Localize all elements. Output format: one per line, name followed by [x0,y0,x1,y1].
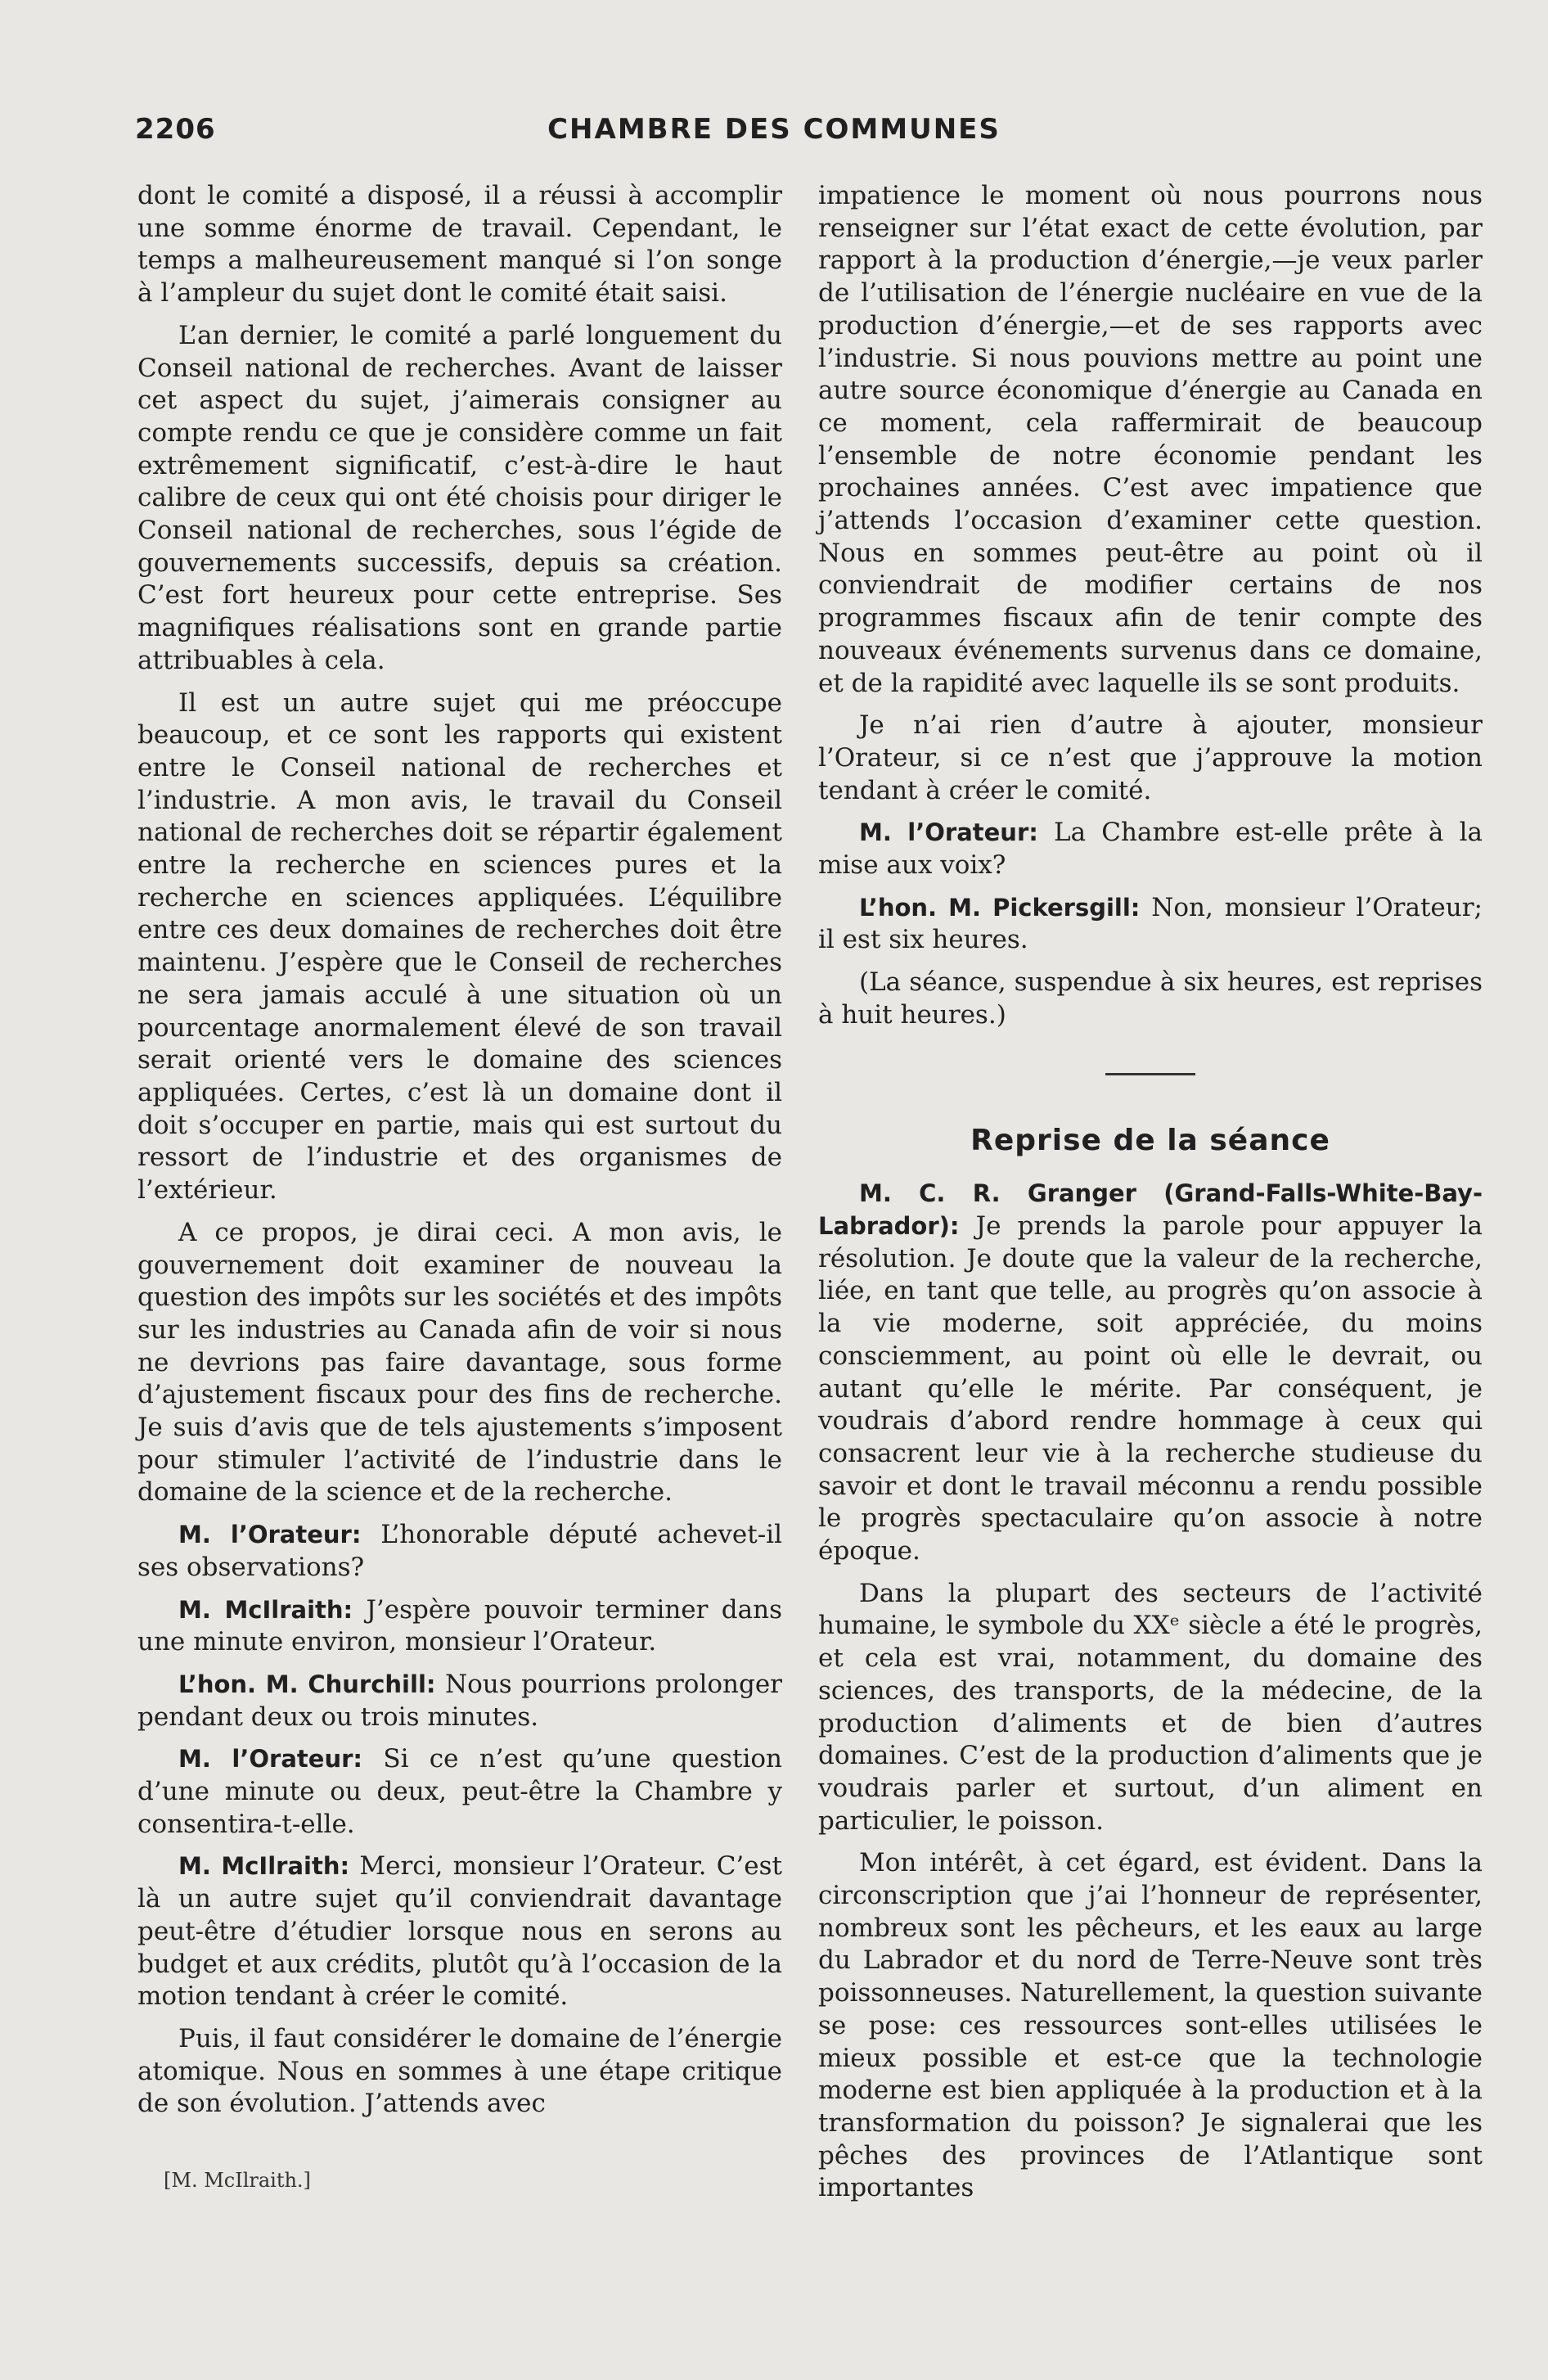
speech: M. McIlraith: J’espère pouvoir terminer dans une minute environ, monsieur l’Orateur. [137,1594,782,1657]
paragraph: Il est un autre sujet qui me préoccupe beaucoup, et ce sont les rapports qui existent entre le Conseil national de recherches et l’industrie. A mon avis, le travail du Conseil national de recherches doit se répartir également entre la recherche en sciences pures et la recherche en sciences appliquées. L’équilibre entre ces deux domaines de recherches doit être maintenu. J’espère que le Conseil de recherches ne sera jamais acculé à une situation où un pourcentage anormalement élevé de son travail serait orienté vers le domaine des sciences appliquées. Certes, c’est là un domaine dont il doit s’occuper en partie, mais qui est surtout du ressort de l’industrie et des organismes de l’extérieur. [137,687,782,1206]
paragraph: dont le comité a disposé, il a réussi à accomplir une somme énorme de travail. Cependant, le temps a malheureusement manqué si l’on songe à l’ampleur du sujet dont le comité était saisi. [137,181,782,309]
paragraph: Puis, il faut considérer le domaine de l’énergie atomique. Nous en sommes à une étape critique de son évolution. J’attends avec [137,2023,782,2119]
speaker-name: M. McIlraith: [178,1852,350,1881]
procedural-note: (La séance, suspendue à six heures, est reprises à huit heures.) [818,967,1483,1030]
speech: L’hon. M. Pickersgill: Non, monsieur l’Orateur; il est six heures. [818,892,1483,955]
speaker-name: M. C. R. Granger (Grand-Falls-White-Bay-Labrador): [818,1179,1483,1240]
speaker-name: M. l’Orateur: [178,1521,362,1549]
right-column [818,180,1483,2215]
paragraph: impatience le moment où nous pourrons nous renseigner sur l’état exact de cette évolution, par rapport à la production d’énergie,—je veux parler de l’utilisation de l’énergie nucléaire en vue de la production d’énergie,—et de ses rapports avec l’industrie. Si nous pouvions mettre au point une autre source économique d’énergie au Canada en ce moment, cela raffermirait de beaucoup l’ensemble de notre économie pendant les prochaines années. C’est avec impatience que j’attends l’occasion d’examiner cette question. Nous en sommes peut-être au point où il conviendrait de modifier certains de nos programmes fiscaux afin de tenir compte des nouveaux événements survenus dans ce domaine, et de la rapidité avec laquelle ils se sont produits. [818,181,1483,698]
paragraph: Je n’ai rien d’autre à ajouter, monsieur l’Orateur, si ce n’est que j’approuve la motion tendant à créer le comité. [818,710,1483,805]
paragraph: Mon intérêt, à cet égard, est évident. Dans la circonscription que j’ai l’honneur de représenter, nombreux sont les pêcheurs, et les eaux au large du Labrador et du nord de Terre-Neuve sont très poissonneuses. Naturellement, la question suivante se pose: ces ressources sont-elles utilisées le mieux possible et est-ce que la technologie moderne est bien appliquée à la production et à la transformation du poisson? Je signalerai que les pêches des provinces de l’Atlantique sont importantes [818,1848,1483,2203]
page-number: 2206 [135,113,216,146]
running-head: CHAMBRE DES COMMUNES [547,113,1001,146]
speaker-name: M. l’Orateur: [178,1745,362,1774]
speech: M. l’Orateur: La Chambre est-elle prête à la mise aux voix? [818,818,1483,881]
paragraph: L’an dernier, le comité a parlé longuement du Conseil national de recherches. Avant de laisser cet aspect du sujet, j’aimerais consigner au compte rendu ce que je considère comme un fait extrêmement significatif, c’est-à-dire le haut calibre de ceux qui ont été choisis pour diriger le Conseil national de recherches, sous l’égide de gouvernements successifs, depuis sa création. C’est fort heureux pour cette entreprise. Ses magnifiques réalisations sont en grande partie attribuables à cela. [137,320,782,675]
speech: M. McIlraith: Merci, monsieur l’Orateur. C’est là un autre sujet qu’il conviendrait davantage peut-être d’étudier lorsque nous en serons au budget et aux crédits, plutôt qu’à l’occasion de la motion tendant à créer le comité. [137,1851,783,2012]
section-title: Reprise de la séance [970,1123,1330,1157]
speaker-name: M. l’Orateur: [859,818,1038,847]
speaker-attribution: [M. McIlraith.] [164,2169,311,2192]
section-divider [1105,1073,1195,1075]
paragraph: Dans la plupart des secteurs de l’activité humaine, le symbole du XXᵉ siècle a été le progrès, et cela est vrai, notamment, du domaine des sciences, des transports, de la médecine, de la production d’aliments et de bien d’autres domaines. C’est de la production d’aliments que je voudrais parler et surtout, d’un aliment en particulier, le poisson. [818,1578,1483,1836]
speech: M. l’Orateur: Si ce n’est qu’une question d’une minute ou deux, peut-être la Chambre y consentira-t-elle. [137,1744,783,1839]
speaker-name: M. McIlraith: [178,1595,353,1624]
speaker-name: L’hon. M. Churchill: [178,1670,436,1698]
speech: M. C. R. Granger (Grand-Falls-White-Bay-Labrador): Je prends la parole pour appuyer la résolution. Je doute que la valeur de la recherche, liée, en tant que telle, au progrès qu’on associe à la vie moderne, soit appréciée, du moins consciemment, au point où elle le devrait, ou autant qu’elle le mérite. Par conséquent, je voudrais d’abord rendre hommage à ceux qui consacrent leur vie à la recherche studieuse du savoir et dont le travail méconnu a rendu possible le progrès spectaculaire qu’on associe à notre époque. [818,1179,1483,1566]
speaker-name: L’hon. M. Pickersgill: [859,893,1141,922]
speech: M. l’Orateur: L’honorable député achevet-il ses observations? [137,1520,782,1582]
speech: L’hon. M. Churchill: Nous pourrions prolonger pendant deux ou trois minutes. [137,1669,782,1732]
paragraph: A ce propos, je dirai ceci. A mon avis, le gouvernement doit examiner de nouveau la question des impôts sur les sociétés et des impôts sur les industries au Canada afin de voir si nous ne devrions pas faire davantage, sous forme d’ajustement fiscaux pour des fins de recherche. Je suis d’avis que de tels ajustements s’imposent pour stimuler l’activité de l’industrie dans le domaine de la science et de la recherche. [137,1217,782,1508]
left-column [137,180,782,2130]
